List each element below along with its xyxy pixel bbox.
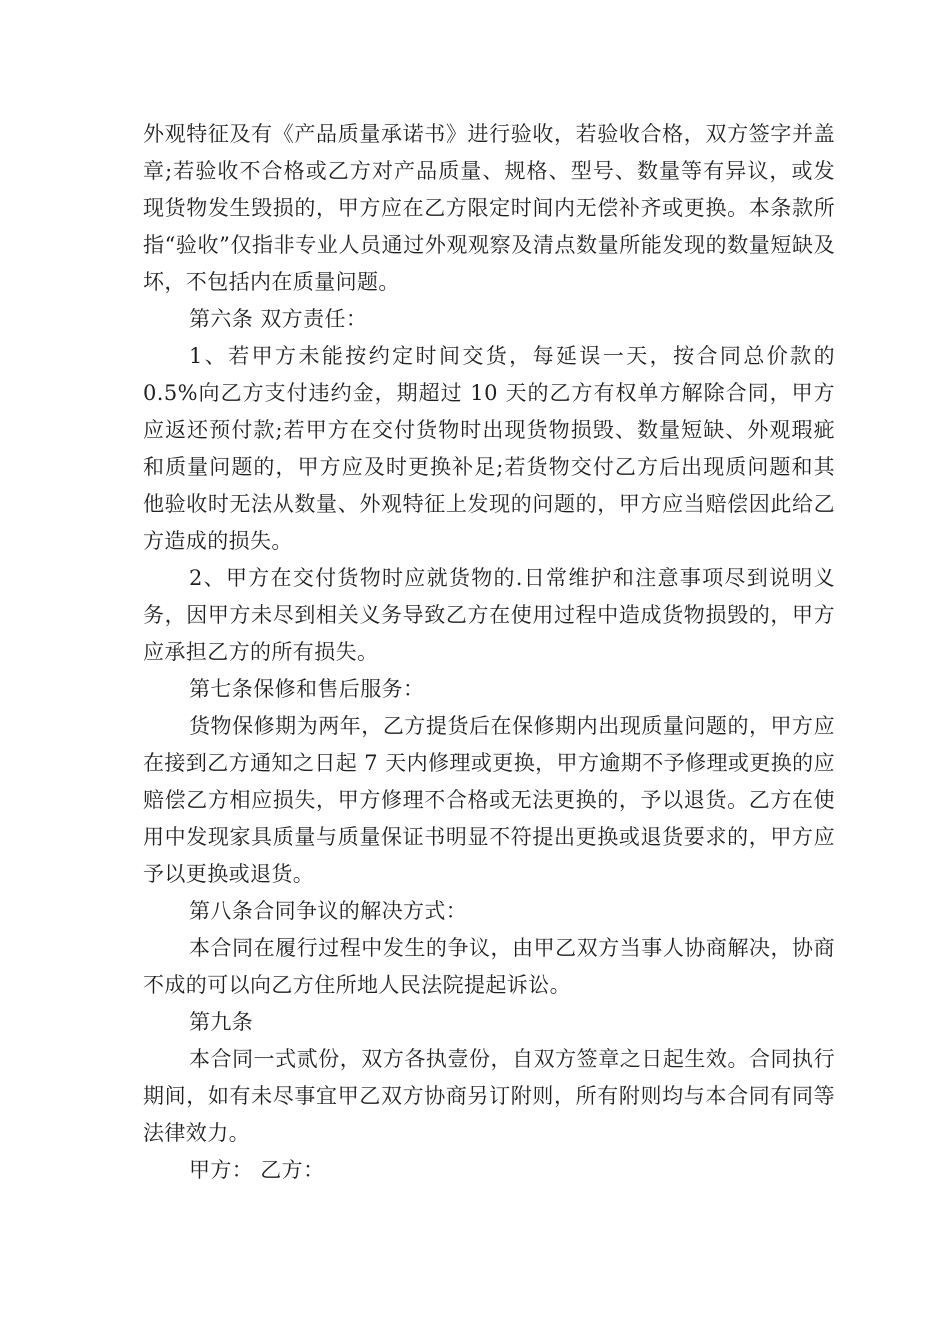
- article-8-heading: 第八条合同争议的解决方式：: [189, 899, 468, 923]
- signature-line: 甲方： 乙方：: [189, 1158, 325, 1182]
- article-8-body: 本合同在履行过程中发生的争议，由甲乙双方当事人协商解决，协商不成的可以向乙方住所地人民法院提起诉讼。: [143, 936, 835, 997]
- article-7-body: 货物保修期为两年，乙方提货后在保修期内出现质量问题的，甲方应在接到乙方通知之日起 7 天内修理或更换，甲方逾期不予修理或更换的应赔偿乙方相应损失，甲方修理不合格或无法更换的，予以退货。乙方在使用中发现家具质量与质量保证书明显不符提出更换或退货要求的，甲方应予以更换或退货。: [143, 714, 835, 886]
- document-body: [143, 116, 835, 1189]
- article-6-item-1: 1、若甲方未能按约定时间交货，每延误一天，按合同总价款的0.5%向乙方支付违约金，期超过 10 天的乙方有权单方解除合同，甲方应返还预付款;若甲方在交付货物时出现货物损毁、数量短缺、外观瑕疵和质量问题的，甲方应及时更换补足;若货物交付乙方后出现质问题和其他验收时无法从数量、外观特征上发现的问题的，甲方应当赔偿因此给乙方造成的损失。: [143, 344, 835, 553]
- article-7-heading: 第七条保修和售后服务：: [189, 677, 425, 701]
- article-9-heading: 第九条: [189, 1010, 254, 1034]
- article-6-heading: 第六条 双方责任：: [189, 307, 368, 331]
- article-9-body: 本合同一式贰份，双方各执壹份，自双方签章之日起生效。合同执行期间，如有未尽事宜甲乙双方协商另订附则，所有附则均与本合同有同等法律效力。: [143, 1047, 835, 1145]
- paragraph-continuation: 外观特征及有《产品质量承诺书》进行验收，若验收合格，双方签字并盖章;若验收不合格或乙方对产品质量、规格、型号、数量等有异议，或发现货物发生毁损的，甲方应在乙方限定时间内无偿补齐或更换。本条款所指“验收”仅指非专业人员通过外观观察及清点数量所能发现的数量短缺及坏，不包括内在质量问题。: [143, 122, 835, 294]
- article-6-item-2: 2、甲方在交付货物时应就货物的.日常维护和注意事项尽到说明义务，因甲方未尽到相关义务导致乙方在使用过程中造成货物损毁的，甲方应承担乙方的所有损失。: [143, 566, 835, 664]
